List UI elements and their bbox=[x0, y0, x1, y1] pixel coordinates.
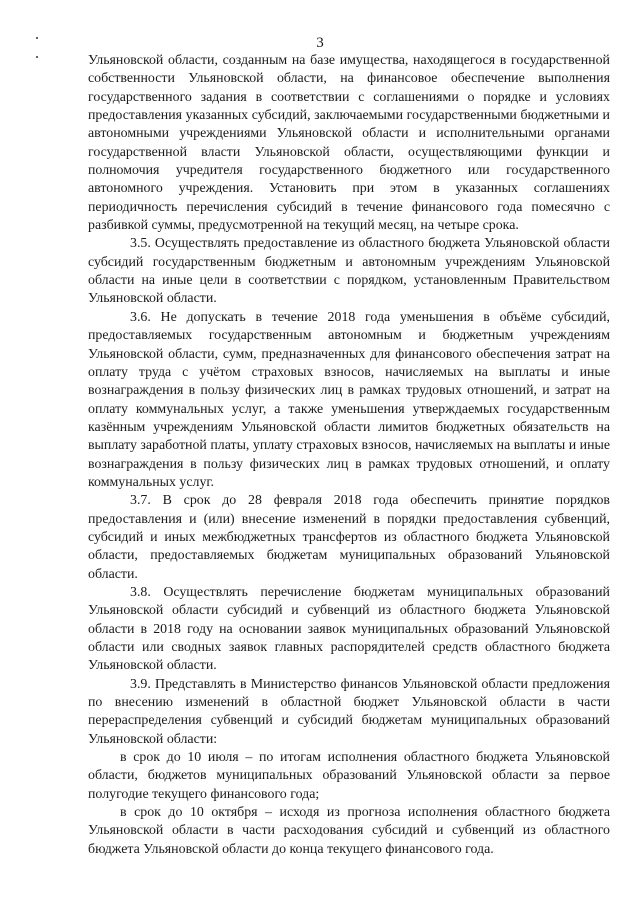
scan-speck bbox=[36, 56, 38, 58]
paragraph-3-6: 3.6. Не допускать в течение 2018 года уменьшения в объёме субсидий, предоставляемых государственным автономным и бюджетным учреждениям Ульяновской области, сумм, предназначенных для финансового обеспечения затрат на оплату труда с учётом страховых взносов, начисляемых на выплаты и иные вознаграждения в пользу физических лиц в рамках трудовых отношений, и затрат на оплату коммунальных услуг, а также уменьшения утверждаемых государственным казённым учреждениям Ульяновской области лимитов бюджетных обязательств на выплату заработной платы, уплату страховых взносов, начисляемых на выплаты и иные вознаграждения в пользу физических лиц в рамках трудовых отношений, и оплату коммунальных услуг. bbox=[88, 309, 610, 490]
document-body bbox=[88, 52, 610, 859]
list-item-july: в срок до 10 июля – по итогам исполнения областного бюджета Ульяновской области, бюджетов муниципальных образований Ульяновской области за первое полугодие текущего финансового года; bbox=[88, 750, 610, 802]
paragraph-3-9: 3.9. Представлять в Министерство финансов Ульяновской области предложения по внесению изменений в областной бюджет Ульяновской области в части перераспределения субвенций и субсидий бюджетам муниципальных образований Ульяновской области: bbox=[88, 676, 610, 747]
paragraph-continuation: Ульяновской области, созданным на базе имущества, находящегося в государственной собственности Ульяновской области, на финансовое обеспечение выполнения государственного задания в соответствии с соглашениями о порядке и условиях предоставления указанных субсидий, заключаемыми государственными бюджетными и автономными учреждениями Ульяновской области и исполнительными органами государственной власти Ульяновской области, осуществляющими функции и полномочия учредителя государственного бюджетного или государственного автономного учреждения. Установить при этом в указанных соглашениях периодичность перечисления субсидий в течение финансового года помесячно с разбивкой суммы, предусмотренной на текущий месяц, на четыре срока. bbox=[88, 53, 610, 234]
page-number: 3 bbox=[316, 35, 324, 51]
list-item-october: в срок до 10 октября – исходя из прогноза исполнения областного бюджета Ульяновской области в части расходования субсидий и субвенций из областного бюджета Ульяновской области до конца текущего финансового года. bbox=[88, 805, 610, 857]
paragraph-3-8: 3.8. Осуществлять перечисление бюджетам муниципальных образований Ульяновской области субсидий и субвенций из областного бюджета Ульяновской области в 2018 году на основании заявок муниципальных образований Ульяновской области или сводных заявок главных распорядителей средств областного бюджета Ульяновской области. bbox=[88, 584, 610, 674]
paragraph-3-7: 3.7. В срок до 28 февраля 2018 года обеспечить принятие порядков предоставления и (или) внесение изменений в порядки предоставления субвенций, субсидий и иных межбюджетных трансфертов из областного бюджета Ульяновской области, предоставляемых бюджетам муниципальных образований Ульяновской области. bbox=[88, 493, 610, 582]
paragraph-3-5: 3.5. Осуществлять предоставление из областного бюджета Ульяновской области субсидий государственным бюджетным и автономным учреждениям Ульяновской области на иные цели в соответствии с порядком, установленным Правительством Ульяновской области. bbox=[88, 236, 610, 307]
